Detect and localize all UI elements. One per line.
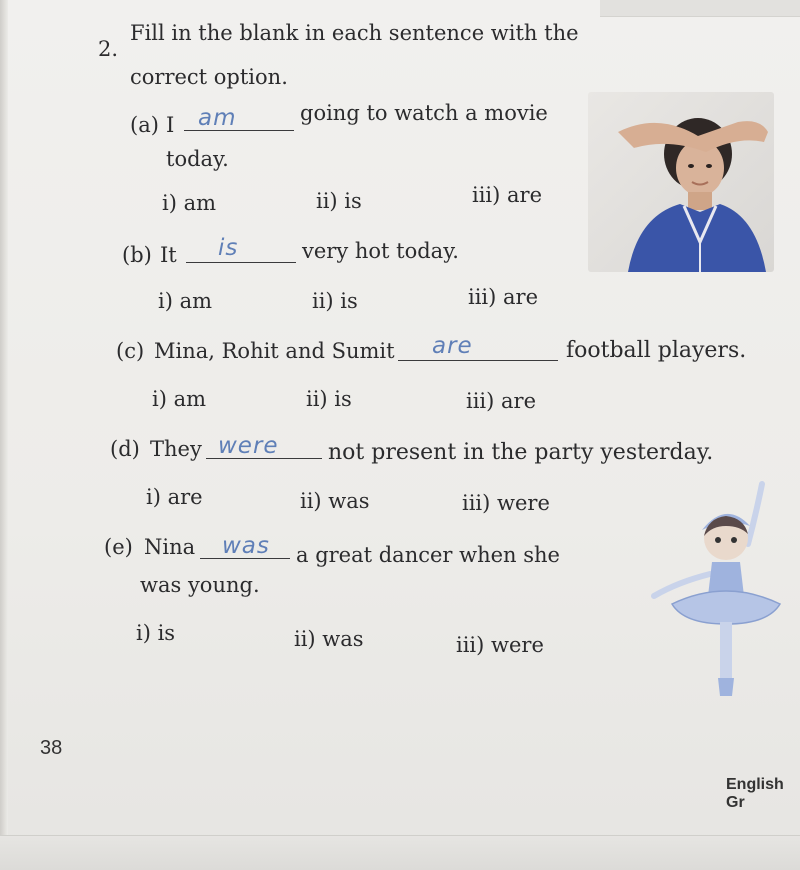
item-a-after: going to watch a movie xyxy=(300,101,548,125)
item-c-option-1: i) am xyxy=(152,387,207,411)
page-top-edge xyxy=(600,0,800,17)
page-bottom-edge xyxy=(0,835,800,870)
item-e-after: a great dancer when she xyxy=(296,543,560,567)
question-number: 2. xyxy=(98,37,119,61)
item-b-option-1: i) am xyxy=(158,289,213,313)
item-e-before: Nina xyxy=(144,535,196,559)
footer-book-title: English Gr xyxy=(726,776,784,811)
item-b-answer: is xyxy=(218,235,239,261)
item-c-label: (c) xyxy=(116,339,145,363)
ballerina-illustration xyxy=(648,474,788,704)
girl-illustration xyxy=(588,92,774,272)
item-d-label: (d) xyxy=(110,437,140,461)
item-b-option-2: ii) is xyxy=(312,289,358,313)
item-e-option-2: ii) was xyxy=(294,627,364,651)
item-d-before: They xyxy=(150,437,202,461)
item-b-blank[interactable] xyxy=(186,262,296,263)
item-e-answer: was xyxy=(222,533,270,559)
item-c-blank[interactable] xyxy=(398,360,558,361)
item-a-before: I xyxy=(166,113,175,137)
item-a-answer: am xyxy=(198,105,237,131)
item-c-before: Mina, Rohit and Sumit xyxy=(154,339,395,363)
question-line-1: Fill in the blank in each sentence with the xyxy=(130,21,579,45)
photo-girl-shading-eyes xyxy=(588,92,774,272)
item-b-label: (b) xyxy=(122,243,152,267)
item-a-label: (a) xyxy=(130,113,159,137)
item-e-label: (e) xyxy=(104,535,133,559)
item-b-option-3: iii) are xyxy=(468,285,539,309)
item-a-continuation: today. xyxy=(166,147,229,171)
item-a-option-2: ii) is xyxy=(316,189,362,213)
item-c-option-2: ii) is xyxy=(306,387,352,411)
item-c-option-3: iii) are xyxy=(466,389,537,413)
item-c-after: football players. xyxy=(566,338,747,363)
item-d-option-1: i) are xyxy=(146,485,203,509)
page-binding-shadow xyxy=(0,0,8,869)
item-d-option-3: iii) were xyxy=(462,491,550,515)
item-e-option-3: iii) were xyxy=(456,633,544,657)
item-c-answer: are xyxy=(432,333,473,359)
item-d-after: not present in the party yesterday. xyxy=(328,440,714,465)
item-b-before: It xyxy=(160,243,177,267)
item-d-answer: were xyxy=(218,433,279,459)
page-number: 38 xyxy=(40,737,63,759)
item-e-continuation: was young. xyxy=(140,573,260,597)
item-d-option-2: ii) was xyxy=(300,489,370,513)
question-line-2: correct option. xyxy=(130,65,288,89)
item-a-option-3: iii) are xyxy=(472,183,543,207)
item-b-after: very hot today. xyxy=(302,239,459,263)
item-e-option-1: i) is xyxy=(136,621,176,645)
item-a-option-1: i) am xyxy=(162,191,217,215)
